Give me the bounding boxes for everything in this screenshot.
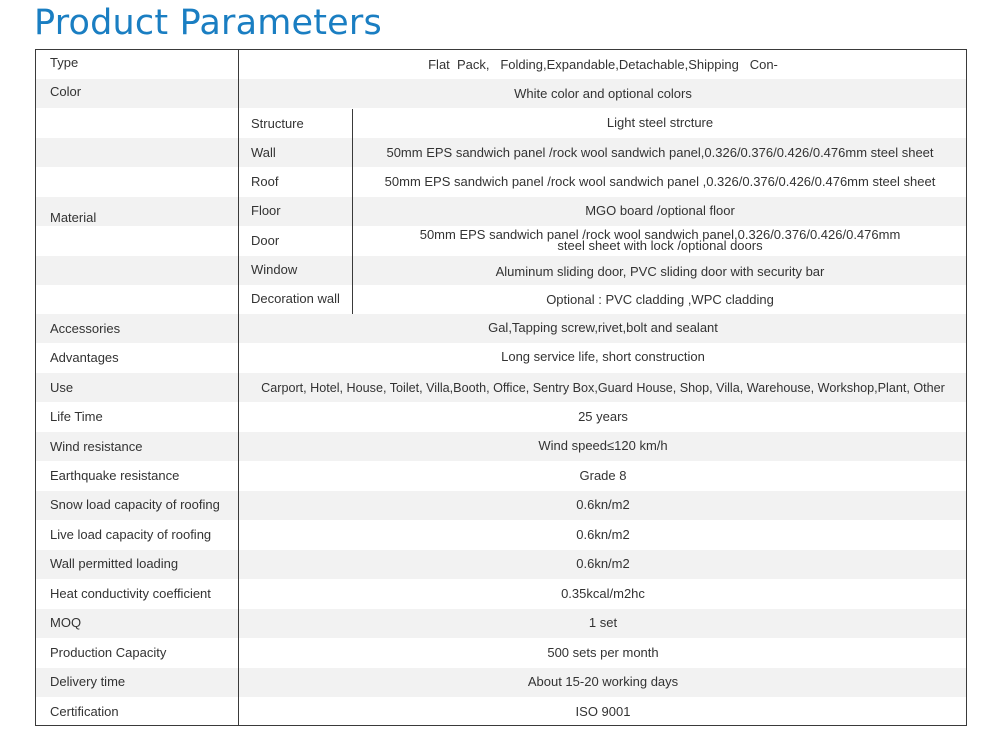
row-label-moq: MOQ [50, 615, 82, 630]
material-label-wall: Wall [251, 145, 276, 160]
material-label-floor: Floor [251, 203, 281, 218]
row-value-wind-resistance: Wind speed≤120 km/h [538, 438, 668, 453]
spec-table [35, 49, 967, 726]
material-label-window: Window [251, 262, 298, 277]
row-value-delivery-time: About 15-20 working days [527, 674, 679, 689]
material-value-wall: 50mm EPS sandwich panel /rock wool sandwich panel,0.326/0.376/0.426/0.476mm steel sheet [386, 145, 934, 160]
material-value-window: Aluminum sliding door, PVC sliding door with security bar [495, 264, 825, 279]
row-value-advantages: Long service life, short construction [501, 349, 705, 364]
row-label-delivery-time: Delivery time [50, 674, 126, 689]
column-divider [238, 50, 239, 725]
row-value-earthquake-resistance: Grade 8 [579, 468, 627, 483]
row-value-moq: 1 set [588, 615, 618, 630]
row-label-color: Color [50, 84, 82, 99]
row-label-heat-conductivity: Heat conductivity coefficient [50, 586, 211, 601]
material-label-door: Door [251, 233, 280, 248]
sub-column-divider [352, 109, 353, 314]
row-label-live-load: Live load capacity of roofing [50, 527, 212, 542]
material-label-decoration-wall: Decoration wall [251, 291, 340, 306]
material-value-roof: 50mm EPS sandwich panel /rock wool sandwich panel ,0.326/0.376/0.426/0.476mm steel sheet [384, 174, 936, 189]
row-value-live-load: 0.6kn/m2 [576, 527, 630, 542]
row-value-wall-loading: 0.6kn/m2 [576, 556, 630, 571]
row-label-snow-load: Snow load capacity of roofing [50, 497, 220, 512]
row-value-production-capacity: 500 sets per month [547, 645, 659, 660]
row-value-color: White color and optional colors [514, 86, 692, 101]
row-label-earthquake-resistance: Earthquake resistance [50, 468, 180, 483]
row-label-advantages: Advantages [50, 350, 119, 365]
row-label-certification: Certification [50, 704, 119, 719]
material-value-decoration-wall: Optional : PVC cladding ,WPC cladding [546, 292, 774, 307]
row-label-accessories: Accessories [50, 321, 121, 336]
row-label-life-time: Life Time [50, 409, 103, 424]
page-title: Product Parameters [34, 3, 382, 43]
material-value-door-line1: 50mm EPS sandwich panel /rock wool sandwich panel,0.326/0.376/0.426/0.476mm [419, 227, 901, 242]
row-value-type: Flat Pack, Folding,Expandable,Detachable,Shipping Con- [428, 57, 778, 72]
row-label-material: Material [50, 210, 97, 225]
row-value-snow-load: 0.6kn/m2 [576, 497, 630, 512]
material-value-door-line2: steel sheet with lock /optional doors [557, 238, 763, 253]
material-value-floor: MGO board /optional floor [585, 203, 735, 218]
row-value-life-time: 25 years [578, 409, 628, 424]
material-label-structure: Structure [251, 116, 304, 131]
row-value-certification: ISO 9001 [575, 704, 631, 719]
row-label-production-capacity: Production Capacity [50, 645, 167, 660]
row-label-type: Type [50, 55, 79, 70]
row-value-heat-conductivity: 0.35kcal/m2hc [561, 586, 645, 601]
row-label-use: Use [50, 380, 74, 395]
material-value-structure: Light steel strcture [606, 115, 714, 130]
row-label-wall-loading: Wall permitted loading [50, 556, 179, 571]
material-label-roof: Roof [251, 174, 279, 189]
row-value-accessories: Gal,Tapping screw,rivet,bolt and sealant [488, 320, 718, 335]
row-label-wind-resistance: Wind resistance [50, 439, 143, 454]
row-value-use: Carport, Hotel, House, Toilet, Villa,Booth, Office, Sentry Box,Guard House, Shop, Villa, Warehouse, Workshop,Plant, Other [261, 381, 945, 395]
